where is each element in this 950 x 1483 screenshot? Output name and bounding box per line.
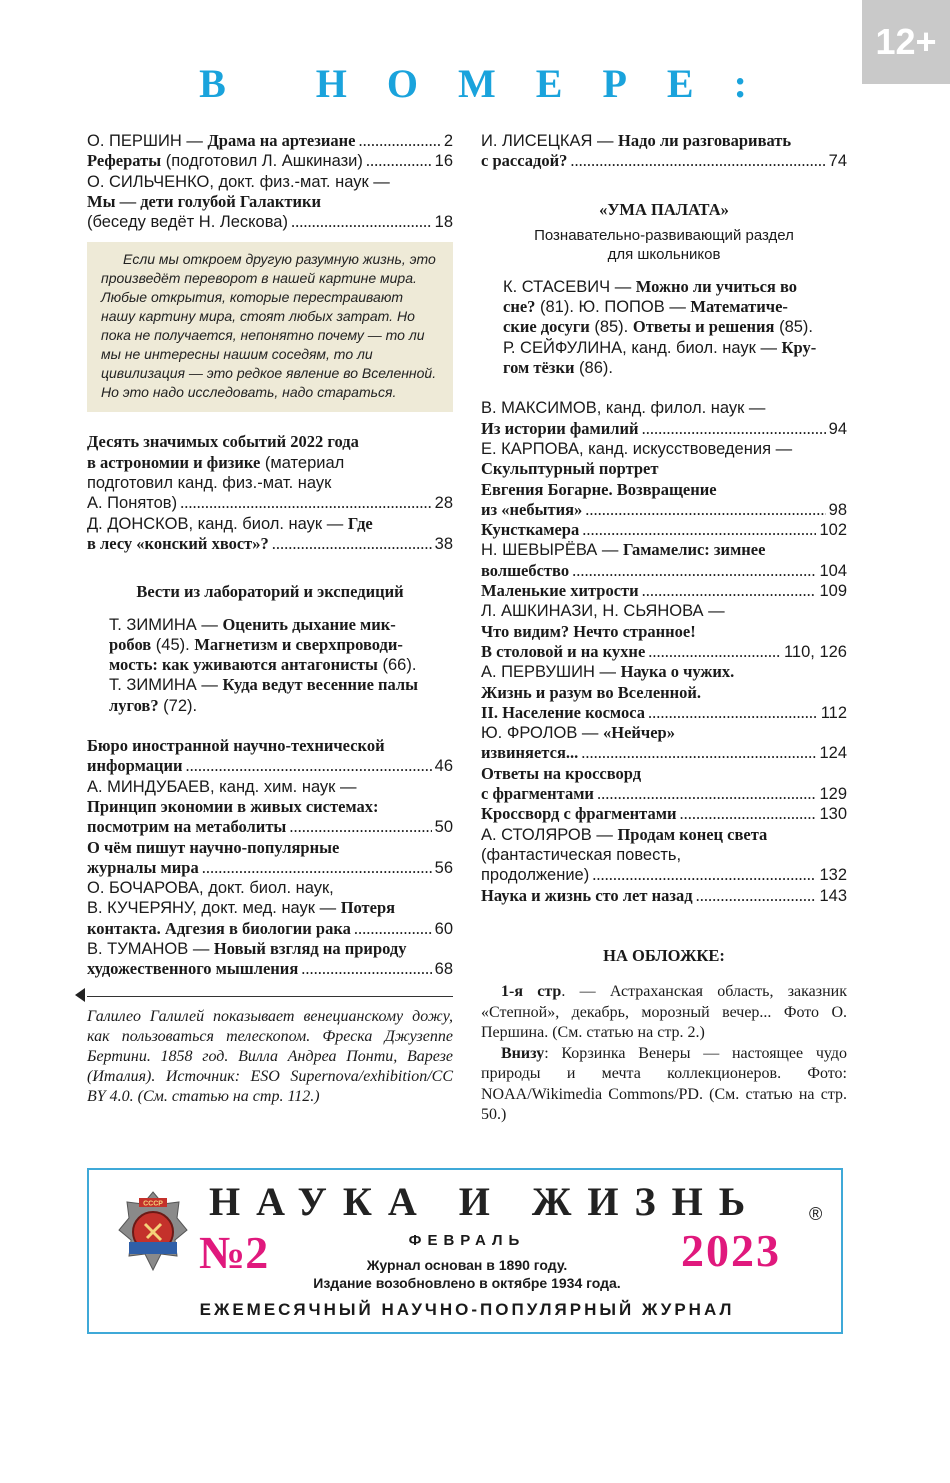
medal-text: СССР <box>143 1200 163 1208</box>
article-title: Гамамелис: зимнее <box>622 540 766 560</box>
image-caption: Галилео Галилей показывает венецианскому дожу, как пользоваться телескопом. Фреска Джузеппе Бертини. 1858 год. Вилла Андреа Понти, Варезе (Италия). Источник: ESO Supernova/exhibition/CC BY 4.0. (См. статью на стр. 112.) <box>87 1007 453 1105</box>
page-number: 16 <box>434 152 453 171</box>
page-number: 2 <box>443 132 453 150</box>
article-title: Математиче- <box>690 297 788 317</box>
article-title: Маленькие хитрости <box>481 581 639 601</box>
toc-entry[interactable] <box>481 886 847 906</box>
article-title: Евгения Богарне. Возвращение <box>481 479 717 499</box>
article-title: Рефераты <box>87 151 162 171</box>
page-number: 74 <box>828 152 847 171</box>
page-number: 98 <box>828 500 847 519</box>
author: (подготовил Л. Ашкинази) <box>161 152 363 171</box>
author: О. СИЛЬЧЕНКО, докт. физ.-мат. наук — <box>87 172 390 191</box>
article-title: в лесу «конский хвост»? <box>87 533 269 553</box>
article-title: Потеря <box>340 898 396 918</box>
author: (81). Ю. ПОПОВ — <box>535 298 691 317</box>
cover-text: . — Астраханская область, заказник «Степной», декабрь, морозный вечер... Фото О. Першина. (См. статью на стр. 2.) <box>481 983 847 1042</box>
article-title: Оценить дыхание мик- <box>222 614 396 634</box>
toc-entry[interactable] <box>481 581 847 601</box>
toc-entry[interactable] <box>87 131 453 151</box>
article-title: II. Население космоса <box>481 702 645 722</box>
toc-entry[interactable] <box>481 764 847 805</box>
article-title: с фрагментами <box>481 784 594 804</box>
toc-entry[interactable] <box>87 736 453 777</box>
author: Т. ЗИМИНА — <box>109 676 223 695</box>
author: О. ПЕРШИН — <box>87 132 208 150</box>
cover-label: Внизу <box>501 1044 545 1062</box>
issue-year: 2023 <box>681 1225 781 1276</box>
toc-entry[interactable] <box>481 131 847 172</box>
revived-line: Издание возобновлено в октябре 1934 года. <box>313 1275 621 1291</box>
page-number: 50 <box>434 818 453 837</box>
age-rating-badge: 12+ <box>862 0 950 84</box>
toc-entry[interactable] <box>481 439 847 520</box>
page-number: 143 <box>819 886 847 905</box>
article-title: контакта. Адгезия в биологии рака <box>87 918 351 938</box>
article-title: сне? <box>503 297 536 317</box>
author: Т. ЗИМИНА — <box>109 615 223 634</box>
page-number: 112 <box>820 703 847 722</box>
caption-divider <box>87 986 453 997</box>
toc-entry[interactable] <box>481 540 847 581</box>
toc-entry[interactable] <box>87 939 453 980</box>
page-number: 94 <box>828 419 847 438</box>
page-number: 102 <box>819 521 847 540</box>
issue-number: №2 <box>199 1227 269 1278</box>
magazine-tagline: ЕЖЕМЕСЯЧНЫЙ НАУЧНО-ПОПУЛЯРНЫЙ ЖУРНАЛ <box>199 1300 735 1319</box>
article-title: посмотрим на метаболиты <box>87 817 287 837</box>
cover-label: 1-я стр <box>501 983 562 1001</box>
registered-mark: ® <box>809 1204 823 1224</box>
author: А. ПЕРВУШИН — <box>481 663 621 682</box>
toc-entry[interactable] <box>87 432 453 513</box>
page-ref: (72). <box>158 696 198 715</box>
article-title: Наука о чужих. <box>620 662 735 682</box>
page-number: 28 <box>434 494 453 513</box>
toc-entry[interactable] <box>87 172 453 233</box>
page-number: 104 <box>819 561 847 580</box>
page-number: 18 <box>434 213 453 232</box>
masthead <box>87 1168 843 1334</box>
toc-entry[interactable] <box>87 838 453 879</box>
author: И. ЛИСЕЦКАЯ — <box>481 132 619 150</box>
magazine-title: НАУКА И ЖИЗНЬ <box>209 1179 762 1224</box>
author: А. СТОЛЯРОВ — <box>481 825 618 844</box>
author: Е. КАРПОВА, канд. искусствоведения — <box>481 439 793 458</box>
article-title: Драма на артезиане <box>207 131 356 150</box>
article-title: Десять значимых событий 2022 года <box>87 432 359 452</box>
article-title: извиняется... <box>481 743 579 763</box>
article-title: Кру- <box>781 337 817 357</box>
page-number: 56 <box>434 858 453 877</box>
toc-entry[interactable] <box>481 601 847 662</box>
toc-entry[interactable] <box>481 662 847 723</box>
toc-entry[interactable] <box>481 277 847 378</box>
author: В. МАКСИМОВ, канд. филол. наук — <box>481 399 766 418</box>
page-ref: (85). <box>589 318 633 337</box>
article-title: Принцип экономии в живых системах: <box>87 796 379 816</box>
toc-entry[interactable] <box>87 878 453 939</box>
article-title: Скульптурный портрет <box>481 459 659 479</box>
article-title: Продам конец света <box>617 824 768 844</box>
page-number: 60 <box>434 919 453 938</box>
page-number: 132 <box>819 866 847 885</box>
article-title: художественного мышления <box>87 959 299 979</box>
page-number: 38 <box>434 534 453 553</box>
article-title: Кроссворд с фрагментами <box>481 804 677 824</box>
toc-entry[interactable] <box>87 514 453 555</box>
article-title: Мы — дети голубой Галактики <box>87 191 322 211</box>
section-heading: Вести из лабораторий и экспедиций <box>136 582 404 602</box>
author: В. КУЧЕРЯНУ, докт. мед. наук — <box>87 899 341 918</box>
page-title: В НОМЕРЕ: <box>199 61 787 106</box>
toc-entry[interactable] <box>481 723 847 764</box>
note: подготовил канд. физ.-мат. наук <box>87 474 332 493</box>
page-number: 110, 126 <box>783 642 847 661</box>
author: Ю. ФРОЛОВ — <box>481 724 604 743</box>
article-title: волшебство <box>481 560 570 580</box>
article-title: гом тёзки <box>503 358 575 378</box>
issue-month: ФЕВРАЛЬ <box>408 1232 526 1249</box>
page-ref: (85). <box>774 318 813 337</box>
author: Н. ШЕВЫРЁВА — <box>481 541 623 560</box>
article-title: информации <box>87 756 183 776</box>
note: (фантастическая повесть, <box>481 845 682 864</box>
page-number: 109 <box>819 582 847 601</box>
article-title: Магнетизм и сверхпроводи- <box>194 634 403 654</box>
section-subheading <box>481 226 847 265</box>
triangle-left-icon <box>75 988 85 1002</box>
cover-text: : Корзинка Венеры — настоящее чудо природы и мечта коллекционеров. Фото: NOAA/Wikimedia Commons/PD. (См. статью на стр. 50.) <box>481 1044 847 1124</box>
page-ref: (86). <box>574 359 613 378</box>
author: О. БОЧАРОВА, докт. биол. наук, <box>87 879 334 898</box>
article-title: Где <box>347 513 373 533</box>
toc-entry[interactable] <box>481 520 847 540</box>
article-title: Из истории фамилий <box>481 418 639 438</box>
toc-entry[interactable] <box>87 615 453 716</box>
article-title: в астрономии и физике <box>87 452 261 472</box>
article-title: журналы мира <box>87 857 199 877</box>
article-title: Новый взгляд на природу <box>213 939 407 959</box>
note: (материал <box>260 453 345 472</box>
author: К. СТАСЕВИЧ — <box>503 277 636 296</box>
article-title: Кунсткамера <box>481 520 580 540</box>
note: продолжение) <box>481 866 590 885</box>
page-ref: (66). <box>377 656 417 675</box>
author: В. ТУМАНОВ — <box>87 940 214 959</box>
toc-entry[interactable] <box>481 398 847 439</box>
section-subheading-line: для школьников <box>607 246 721 264</box>
note: А. Понятов) <box>87 494 178 513</box>
page-ref: (45). <box>151 635 195 654</box>
toc-left-column <box>87 131 453 1107</box>
author: Д. ДОНСКОВ, канд. биол. наук — <box>87 514 348 533</box>
article-title: с рассадой? <box>481 151 568 171</box>
toc-entry[interactable] <box>481 825 847 886</box>
article-title: О чём пишут научно-популярные <box>87 837 340 857</box>
article-title: робов <box>109 634 152 654</box>
article-title: В столовой и на кухне <box>481 641 646 661</box>
author: А. МИНДУБАЕВ, канд. хим. наук — <box>87 777 357 796</box>
article-title: «Нейчер» <box>603 723 675 743</box>
cover-description <box>481 982 847 1126</box>
page-number: 129 <box>819 785 847 804</box>
article-title: Куда ведут весенние палы <box>222 675 419 695</box>
toc-entry[interactable] <box>481 804 847 824</box>
page-number: 124 <box>819 744 847 763</box>
author: Л. АШКИНАЗИ, Н. СЬЯНОВА — <box>481 602 725 621</box>
article-title: лугов? <box>109 695 159 715</box>
article-title: из «небытия» <box>481 499 583 519</box>
article-title: Жизнь и разум во Вселенной. <box>481 682 702 702</box>
toc-entry[interactable] <box>87 777 453 838</box>
article-title: мость: как уживаются антагонисты <box>109 655 378 675</box>
toc-right-column <box>481 131 847 1126</box>
founded-line: Журнал основан в 1890 году. <box>366 1257 568 1273</box>
article-title: Надо ли разговаривать <box>618 131 792 150</box>
article-title: Бюро иностранной научно-технической <box>87 736 385 756</box>
page-number: 130 <box>819 805 847 824</box>
author: Р. СЕЙФУЛИНА, канд. биол. наук — <box>503 338 782 357</box>
article-title: Наука и жизнь сто лет назад <box>481 885 693 905</box>
section-heading: «УМА ПАЛАТА» <box>599 199 729 219</box>
article-title: ские досуги <box>503 317 590 337</box>
article-title: Ответы и решения <box>632 317 775 337</box>
cover-heading: НА ОБЛОЖКЕ: <box>603 945 725 965</box>
page-number: 46 <box>434 757 453 776</box>
article-title: Можно ли учиться во <box>635 276 798 296</box>
quote-box: Если мы откроем другую разумную жизнь, это произведёт переворот в нашей картине мира. Любые открытия, которые перестраивают нашу картину мира, стоят любых затрат. Но пока не получается, непонятно почему — то ли мы не интересны нашим соседям, то ли цивилизация — это редкое явление во Вселенной. Но это надо исследовать, надо стараться. <box>87 242 453 412</box>
section-subheading-line: Познавательно-развивающий раздел <box>534 226 794 244</box>
article-title: Ответы на кроссворд <box>481 763 642 783</box>
page-number: 68 <box>434 960 453 979</box>
article-title: Что видим? Нечто странное! <box>481 621 696 641</box>
toc-entry[interactable] <box>87 151 453 171</box>
note: (беседу ведёт Н. Лескова) <box>87 213 288 232</box>
